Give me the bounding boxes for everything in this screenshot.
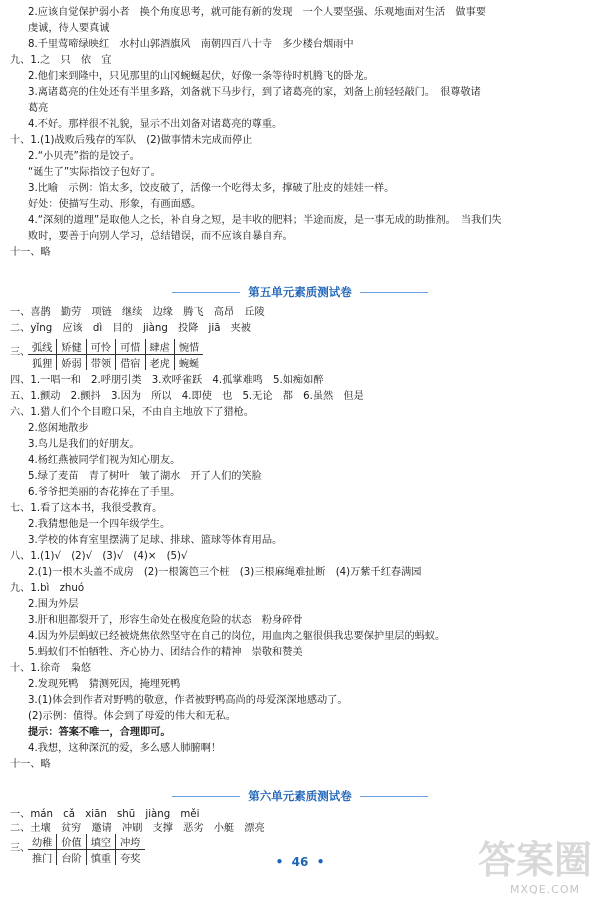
answer-line: 3.肝和胆都裂开了，形容生命处在极度危险的状态 粉身碎骨 (28, 615, 303, 626)
answer-line: 七、1.看了这本书，我很受教育。 (10, 503, 163, 514)
answer-label: 三、 (10, 347, 31, 358)
answer-line: 4.因为外层蚂蚁已经被烧焦依然坚守在自己的岗位，用血肉之躯很俱我忠要保护里层的蚂蚁。 (28, 631, 446, 642)
table-row (28, 834, 145, 850)
answer-line: 虔诚，待人要真诚 (28, 23, 110, 34)
page-number-text: 46 (291, 855, 309, 869)
word-table-unit5 (28, 339, 203, 370)
answer-line: 2.(1)一根木头盖不成房 (2)一根篱笆三个桩 (3)三根麻绳难扯断 (4)万紫千红春满园 (28, 567, 422, 578)
table-cell: 可怜 (86, 339, 115, 355)
table-cell: 狐狸 (28, 355, 57, 371)
answer-line: 3.鸟儿是我们的好朋友。 (28, 439, 140, 450)
answer-line: (2)示例：值得。体会到了母爱的伟大和无私。 (28, 711, 236, 722)
answer-line: 2.“小贝壳”指的是饺子。 (28, 151, 140, 162)
table-cell: 带领 (86, 355, 115, 371)
answer-line: 3.学校的体育室里摆满了足球、排球、篮球等体育用品。 (28, 535, 283, 546)
page-number: • 46 • (275, 855, 325, 869)
table-cell: 老虎 (145, 355, 174, 371)
answer-line: 二、土壤 贫穷 邀请 冲刷 支撑 恶劣 小艇 漂亮 (10, 823, 265, 834)
answer-line: 2.他们来到隆中，只见那里的山冈蜿蜒起伏，好像一条等待时机腾飞的卧龙。 (28, 71, 374, 82)
answer-line: 十一、略 (10, 247, 51, 258)
table-cell: 慎重 (86, 850, 115, 866)
title-rule-left (172, 796, 240, 797)
answer-line: 4.我想，这种深沉的爱，多么感人肺腑啊！ (28, 743, 222, 754)
answer-line: 2.围为外层 (28, 599, 79, 610)
table-cell: 弧线 (28, 339, 57, 355)
answer-line: 四、1.一唱一和 2.呼朋引类 3.欢呼雀跃 4.孤掌难鸣 5.如痴如醉 (10, 375, 324, 386)
answer-line: 2.发现死鸭 猜测死因，掩埋死鸭 (28, 679, 181, 690)
table-cell: 娇弱 (57, 355, 86, 371)
answer-line: 二、yǐng 应该 dì 目的 jiàng 投降 jiā 夹被 (10, 323, 251, 334)
answer-line: 好处：使描写生动、形象，有画面感。 (28, 199, 202, 210)
answer-line: 一、喜鹊 勤劳 项链 继续 边缘 腾飞 高昂 丘陵 (10, 307, 265, 318)
answer-line: 5.蚂蚁们不怕牺牲、齐心协力、团结合作的精神 崇敬和赞美 (28, 647, 303, 658)
table-row (28, 339, 203, 355)
answer-line: 五、1.颤动 2.颤抖 3.因为 所以 4.即使 也 5.无论 都 6.虽然 但是 (10, 391, 364, 402)
table-cell: 蜿蜒 (178, 359, 200, 370)
answer-line: “诞生了”实际指饺子包好了。 (28, 167, 161, 178)
table-cell: 惋惜 (174, 339, 203, 355)
answer-line: 六、1.猎人们个个目瞪口呆，不由自主地放下了猎枪。 (10, 407, 255, 418)
title-rule-right (360, 292, 428, 293)
answer-line: 6.爷爷把美丽的杏花捧在了手里。 (28, 487, 181, 498)
answer-line: 九、1.之 只 依 宜 (10, 55, 112, 66)
section-title-unit5 (0, 284, 600, 300)
watermark-logo: 答案圈 (477, 838, 592, 882)
answer-line: 十一、略 (10, 759, 51, 770)
table-cell: 价值 (57, 834, 86, 850)
answer-line: 十、1.徐奇 枭悠 (10, 663, 92, 674)
answer-line: 2.应该自觉保护弱小者 换个角度思考，就可能有新的发现 一个人要坚强、乐观地面对生活 做事要 (28, 7, 486, 18)
watermark-url: MXQE.COM (510, 883, 580, 896)
table-cell: 台阶 (57, 850, 86, 866)
table-cell: 冲垮 (116, 834, 145, 850)
section-title-unit6 (0, 788, 600, 804)
answer-line: 4.“深刻的道理”是取他人之长，补自身之短，是丰收的肥料；半途而废，是一事无成的助推剂。 当我们失 (28, 215, 502, 226)
answer-line: 败时，要善于向别人学习，总结错误，而不应该自暴自弃。 (28, 231, 293, 242)
table-cell: 幼稚 (28, 834, 57, 850)
answer-line: 九、1.bì zhuó (10, 583, 85, 594)
answer-line: 8.千里莺啼绿映红 水村山郭酒旗风 南朝四百八十寺 多少楼台烟雨中 (28, 39, 354, 50)
answer-line: 一、mán cǎ xiān shū jiàng měi (10, 809, 200, 820)
table-row (28, 355, 203, 371)
answer-line: 4.不好。那样很不礼貌，显示不出刘备对诸葛亮的尊重。 (28, 119, 283, 130)
table-cell: 肆虐 (145, 339, 174, 355)
answer-line: 5.绿了麦苗 青了树叶 皱了湖水 开了人们的笑脸 (28, 471, 262, 482)
answer-line: 2.我猜想他是一个四年级学生。 (28, 519, 171, 530)
table-cell: 可惜 (116, 339, 145, 355)
answer-line: 3.(1)体会到作者对野鸭的敬意，作者被野鸭高尚的母爱深深地感动了。 (28, 695, 348, 706)
answer-line: 葛亮 (28, 103, 49, 114)
section-title-text: 第六单元素质测试卷 (248, 789, 352, 803)
answer-line: 3.离诸葛亮的住处还有半里多路，刘备就下马步行，到了诸葛亮的家，刘备上前轻轻敲门。 很尊敬诸 (28, 87, 481, 98)
answer-label: 三、 (10, 843, 31, 854)
title-rule-left (172, 292, 240, 293)
table-cell: 夸奖 (120, 854, 141, 865)
answer-line: 十、1.(1)战败后残存的军队 (2)做事情未完成而停止 (10, 135, 253, 146)
answer-line: 八、1.(1)√ (2)√ (3)√ (4)× (5)√ (10, 551, 188, 562)
table-cell: 矫健 (57, 339, 86, 355)
title-rule-right (360, 796, 428, 797)
answer-line: 2.悠闲地散步 (28, 423, 89, 434)
section-title-text: 第五单元素质测试卷 (248, 285, 352, 299)
answer-line: 3.比喻 示例：馅太多，饺皮破了，活像一个吃得太多，撑破了肚皮的娃娃一样。 (28, 183, 395, 194)
table-cell: 推门 (28, 850, 57, 866)
answer-line: 4.杨红燕被同学们视为知心朋友。 (28, 455, 181, 466)
hint-line: 提示：答案不唯一，合理即可。 (28, 727, 171, 738)
table-cell: 借宿 (116, 355, 145, 371)
table-cell: 填空 (86, 834, 115, 850)
